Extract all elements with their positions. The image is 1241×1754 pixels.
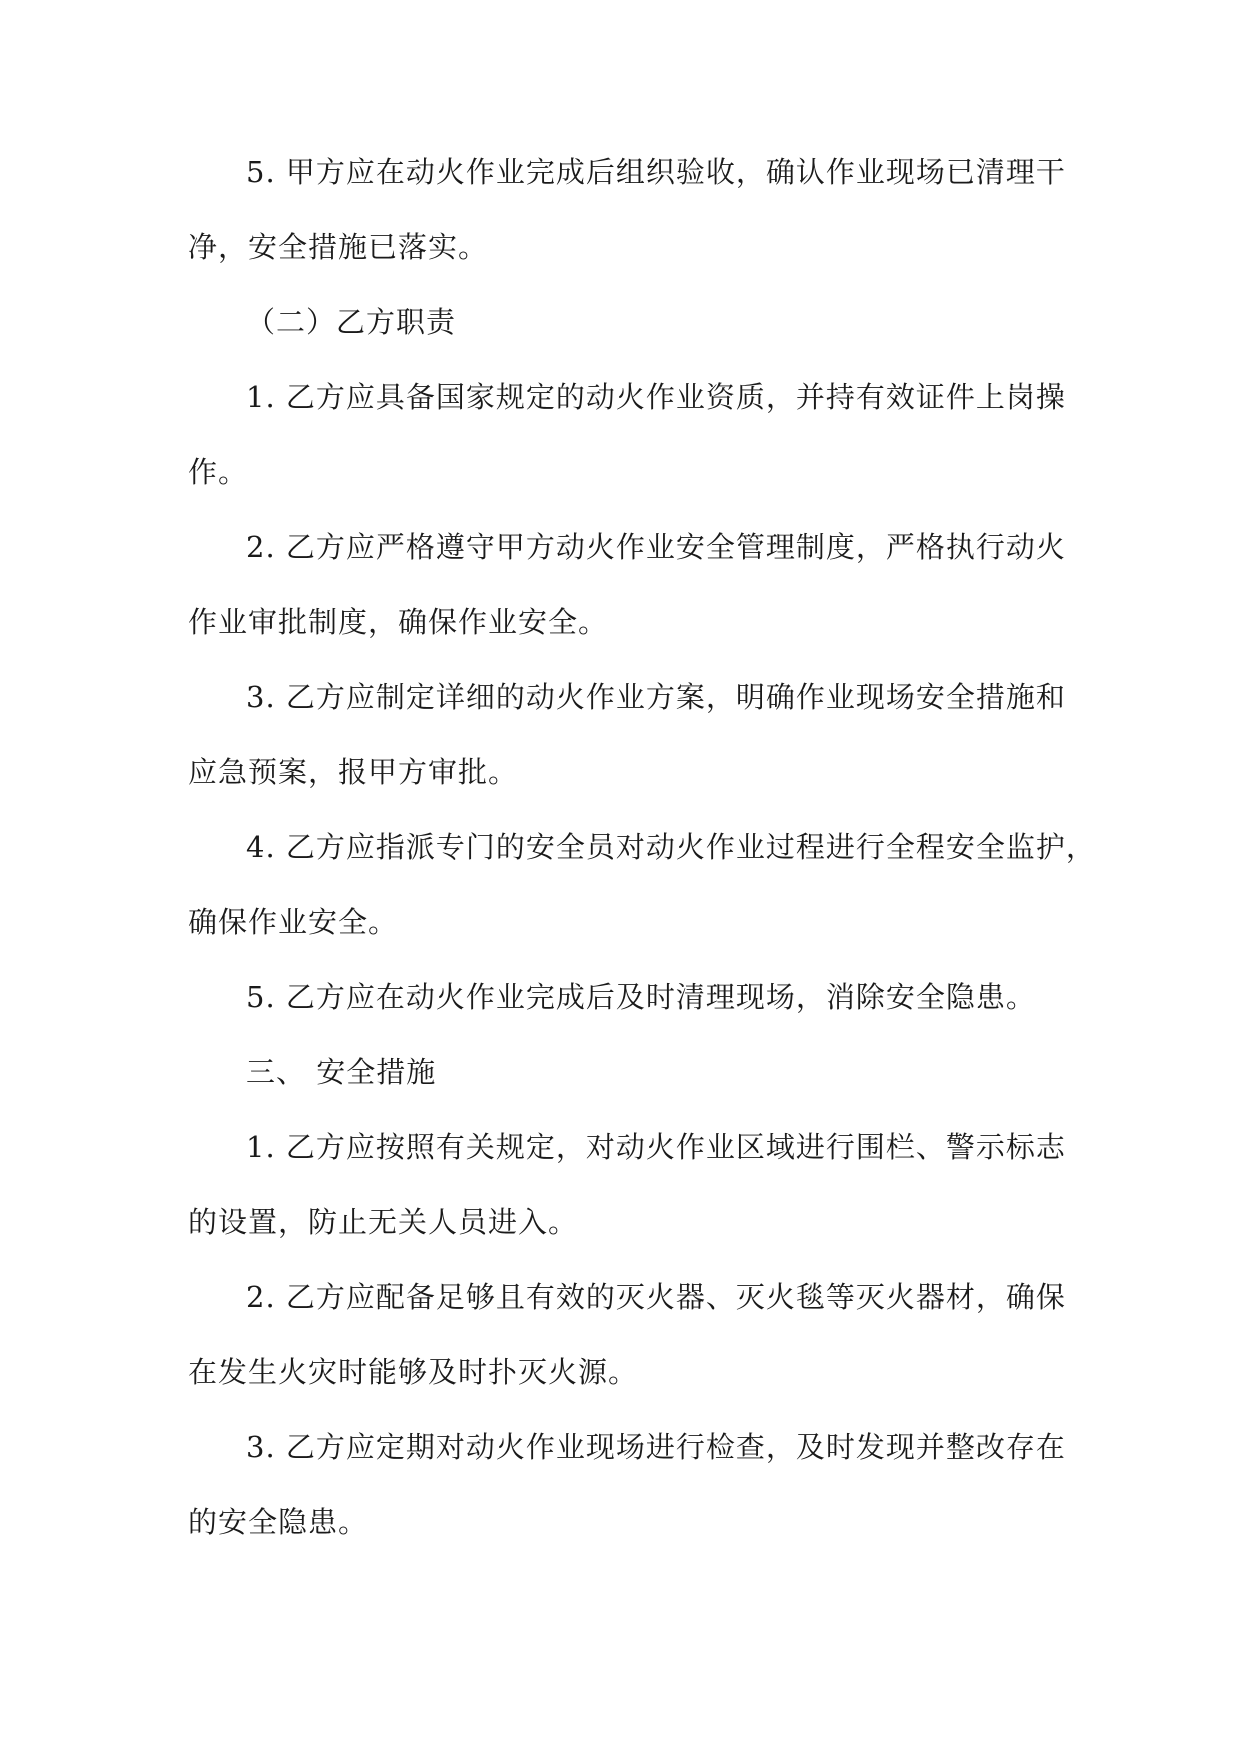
paragraph-line: 在发生火灾时能够及时扑灭火源。: [188, 1355, 639, 1389]
paragraph-line: 1. 乙方应按照有关规定，对动火作业区域进行围栏、警示标志: [246, 1130, 1066, 1164]
paragraph-line: 4. 乙方应指派专门的安全员对动火作业过程进行全程安全监护，: [246, 830, 1096, 864]
paragraph-line: 5. 乙方应在动火作业完成后及时清理现场，消除安全隐患。: [246, 980, 1036, 1014]
paragraph-line: 的安全隐患。: [188, 1505, 369, 1539]
paragraph-line: 确保作业安全。: [188, 905, 399, 939]
paragraph-line: 3. 乙方应定期对动火作业现场进行检查，及时发现并整改存在: [246, 1430, 1066, 1464]
paragraph-line: 2. 乙方应配备足够且有效的灭火器、灭火毯等灭火器材，确保: [246, 1280, 1066, 1314]
paragraph-line: 应急预案，报甲方审批。: [188, 755, 519, 789]
section-heading: 三、 安全措施: [246, 1055, 437, 1089]
paragraph-line: 的设置，防止无关人员进入。: [188, 1205, 579, 1239]
paragraph-line: 作。: [188, 455, 249, 489]
paragraph-line: 2. 乙方应严格遵守甲方动火作业安全管理制度，严格执行动火: [246, 530, 1066, 564]
paragraph-line: 3. 乙方应制定详细的动火作业方案，明确作业现场安全措施和: [246, 680, 1066, 714]
section-heading: （二）乙方职责: [246, 305, 457, 339]
paragraph-line: 1. 乙方应具备国家规定的动火作业资质，并持有效证件上岗操: [246, 380, 1066, 414]
paragraph-line: 5. 甲方应在动火作业完成后组织验收，确认作业现场已清理干: [246, 155, 1066, 189]
paragraph-line: 作业审批制度，确保作业安全。: [188, 605, 609, 639]
paragraph-line: 净，安全措施已落实。: [188, 230, 489, 264]
